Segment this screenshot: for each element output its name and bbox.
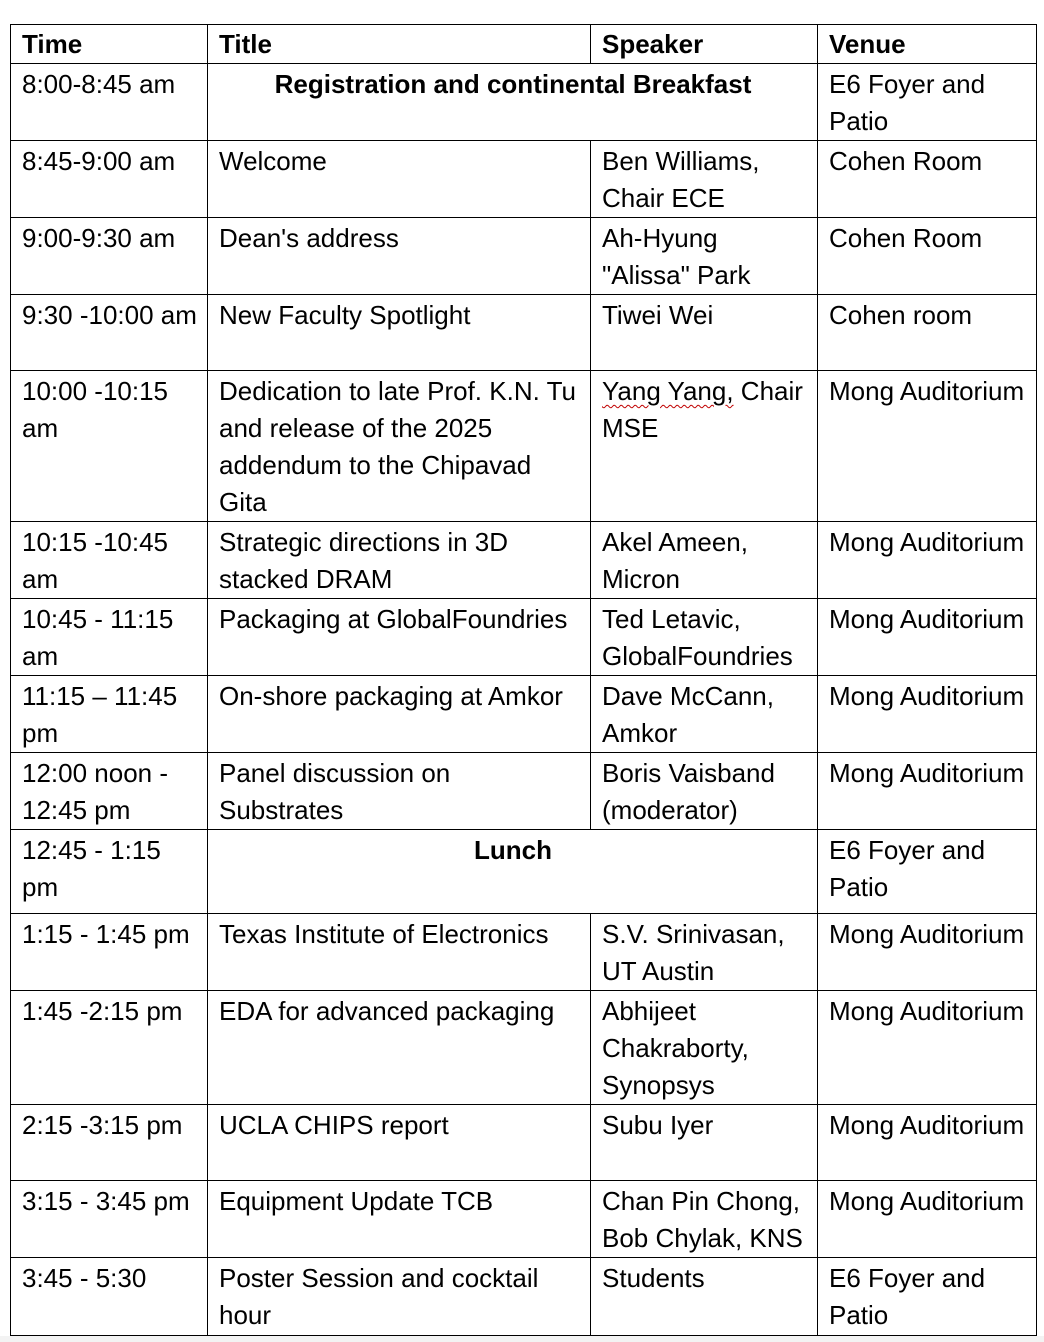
venue-cell: Mong Auditorium	[818, 753, 1037, 830]
title-cell: Poster Session and cocktail hour	[208, 1258, 591, 1336]
speaker-cell: Akel Ameen, Micron	[591, 522, 818, 599]
title-cell: Panel discussion on Substrates	[208, 753, 591, 830]
table-row	[11, 141, 1037, 218]
speaker-cell: S.V. Srinivasan, UT Austin	[591, 914, 818, 991]
title-cell: Lunch	[208, 830, 818, 914]
time-cell: 3:45 - 5:30	[11, 1258, 208, 1336]
venue-cell: Mong Auditorium	[818, 371, 1037, 522]
title-cell: Dedication to late Prof. K.N. Tu and release of the 2025 addendum to the Chipavad Gita	[208, 371, 591, 522]
venue-cell: Mong Auditorium	[818, 676, 1037, 753]
speaker-cell: Tiwei Wei	[591, 295, 818, 371]
speaker-affiliation: Chair MSE	[602, 376, 803, 443]
time-cell: 12:45 - 1:15 pm	[11, 830, 208, 914]
title-cell: Welcome	[208, 141, 591, 218]
time-cell: 11:15 – 11:45 pm	[11, 676, 208, 753]
time-cell: 10:45 - 11:15 am	[11, 599, 208, 676]
speaker-cell: Students	[591, 1258, 818, 1336]
header-time: Time	[11, 25, 208, 64]
time-cell: 1:15 - 1:45 pm	[11, 914, 208, 991]
title-cell: New Faculty Spotlight	[208, 295, 591, 371]
table-row	[11, 599, 1037, 676]
speaker-cell: Chan Pin Chong, Bob Chylak, KNS	[591, 1181, 818, 1258]
venue-cell: E6 Foyer and Patio	[818, 830, 1037, 914]
speaker-cell: Ted Letavic, GlobalFoundries	[591, 599, 818, 676]
title-cell: Registration and continental Breakfast	[208, 64, 818, 141]
table-row	[11, 522, 1037, 599]
title-cell: Strategic directions in 3D stacked DRAM	[208, 522, 591, 599]
agenda-table	[10, 24, 1037, 1336]
venue-cell: Mong Auditorium	[818, 914, 1037, 991]
venue-cell: Cohen room	[818, 295, 1037, 371]
venue-cell: Mong Auditorium	[818, 599, 1037, 676]
table-row	[11, 1181, 1037, 1258]
speaker-name: Yang Yang,	[602, 376, 734, 406]
table-row	[11, 64, 1037, 141]
speaker-cell: Abhijeet Chakraborty, Synopsys	[591, 991, 818, 1105]
venue-cell: Cohen Room	[818, 218, 1037, 295]
speaker-cell: Ben Williams, Chair ECE	[591, 141, 818, 218]
title-cell: On-shore packaging at Amkor	[208, 676, 591, 753]
page-bottom-edge	[0, 1336, 1044, 1342]
venue-cell: Mong Auditorium	[818, 1181, 1037, 1258]
header-title: Title	[208, 25, 591, 64]
time-cell: 8:00-8:45 am	[11, 64, 208, 141]
speaker-cell	[591, 371, 818, 522]
speaker-cell: Boris Vaisband (moderator)	[591, 753, 818, 830]
speaker-cell: Subu Iyer	[591, 1105, 818, 1181]
time-cell: 9:30 -10:00 am	[11, 295, 208, 371]
table-row	[11, 830, 1037, 914]
header-row	[11, 25, 1037, 64]
speaker-cell: Dave McCann, Amkor	[591, 676, 818, 753]
venue-cell: Mong Auditorium	[818, 991, 1037, 1105]
venue-cell: Cohen Room	[818, 141, 1037, 218]
time-cell: 12:00 noon - 12:45 pm	[11, 753, 208, 830]
title-cell: Texas Institute of Electronics	[208, 914, 591, 991]
speaker-cell: Ah-Hyung "Alissa" Park	[591, 218, 818, 295]
table-row	[11, 914, 1037, 991]
header-venue: Venue	[818, 25, 1037, 64]
time-cell: 10:15 -10:45 am	[11, 522, 208, 599]
table-row	[11, 295, 1037, 371]
time-cell: 8:45-9:00 am	[11, 141, 208, 218]
table-row	[11, 371, 1037, 522]
venue-cell: Mong Auditorium	[818, 1105, 1037, 1181]
table-row	[11, 676, 1037, 753]
table-row	[11, 1105, 1037, 1181]
table-row	[11, 991, 1037, 1105]
time-cell: 2:15 -3:15 pm	[11, 1105, 208, 1181]
venue-cell: E6 Foyer and Patio	[818, 1258, 1037, 1336]
header-speaker: Speaker	[591, 25, 818, 64]
title-cell: Packaging at GlobalFoundries	[208, 599, 591, 676]
title-cell: UCLA CHIPS report	[208, 1105, 591, 1181]
title-cell: Equipment Update TCB	[208, 1181, 591, 1258]
title-cell: Dean's address	[208, 218, 591, 295]
time-cell: 3:15 - 3:45 pm	[11, 1181, 208, 1258]
table-row	[11, 218, 1037, 295]
table-row	[11, 753, 1037, 830]
title-cell: EDA for advanced packaging	[208, 991, 591, 1105]
time-cell: 9:00-9:30 am	[11, 218, 208, 295]
time-cell: 10:00 -10:15 am	[11, 371, 208, 522]
venue-cell: E6 Foyer and Patio	[818, 64, 1037, 141]
table-row	[11, 1258, 1037, 1336]
venue-cell: Mong Auditorium	[818, 522, 1037, 599]
time-cell: 1:45 -2:15 pm	[11, 991, 208, 1105]
